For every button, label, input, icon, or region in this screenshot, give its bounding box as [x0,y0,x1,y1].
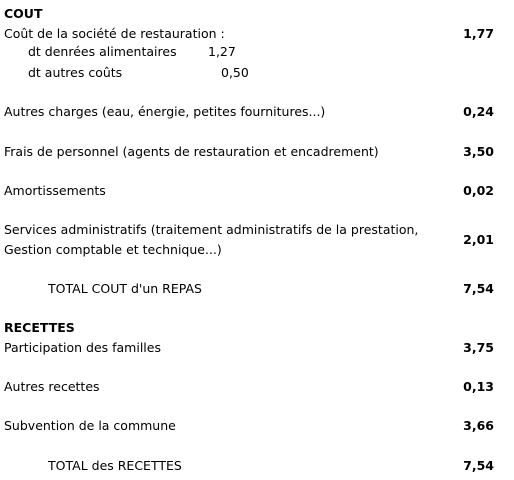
denrees-label: dt denrées alimentaires [28,44,177,59]
amortissements-amount: 0,02 [463,183,494,198]
autres-charges-label: Autres charges (eau, énergie, petites fournitures...) [4,104,326,119]
denrees-value: 1,27 [208,44,236,59]
total-cout-label: TOTAL COUT d'un REPAS [48,281,202,296]
services-admin-label-line2: Gestion comptable et technique...) [4,242,222,257]
subvention-amount: 3,66 [463,418,494,433]
autres-couts-label: dt autres coûts [28,65,123,80]
subvention-label: Subvention de la commune [4,418,176,433]
services-admin-amount: 2,01 [463,232,494,247]
societe-label: Coût de la société de restauration : [4,26,225,41]
cout-header: COUT [4,6,43,21]
recettes-header: RECETTES [4,320,75,335]
autres-couts-value: 0,50 [221,65,249,80]
total-recettes-amount: 7,54 [463,458,494,473]
frais-personnel-label: Frais de personnel (agents de restauration et encadrement) [4,144,379,159]
societe-amount: 1,77 [463,26,494,41]
autres-charges-amount: 0,24 [463,104,494,119]
total-recettes-label: TOTAL des RECETTES [48,458,182,473]
frais-personnel-amount: 3,50 [463,144,494,159]
autres-recettes-label: Autres recettes [4,379,100,394]
autres-recettes-amount: 0,13 [463,379,494,394]
services-admin-label-line1: Services administratifs (traitement administratifs de la prestation, [4,222,419,237]
participation-amount: 3,75 [463,340,494,355]
total-cout-amount: 7,54 [463,281,494,296]
amortissements-label: Amortissements [4,183,106,198]
participation-label: Participation des familles [4,340,161,355]
